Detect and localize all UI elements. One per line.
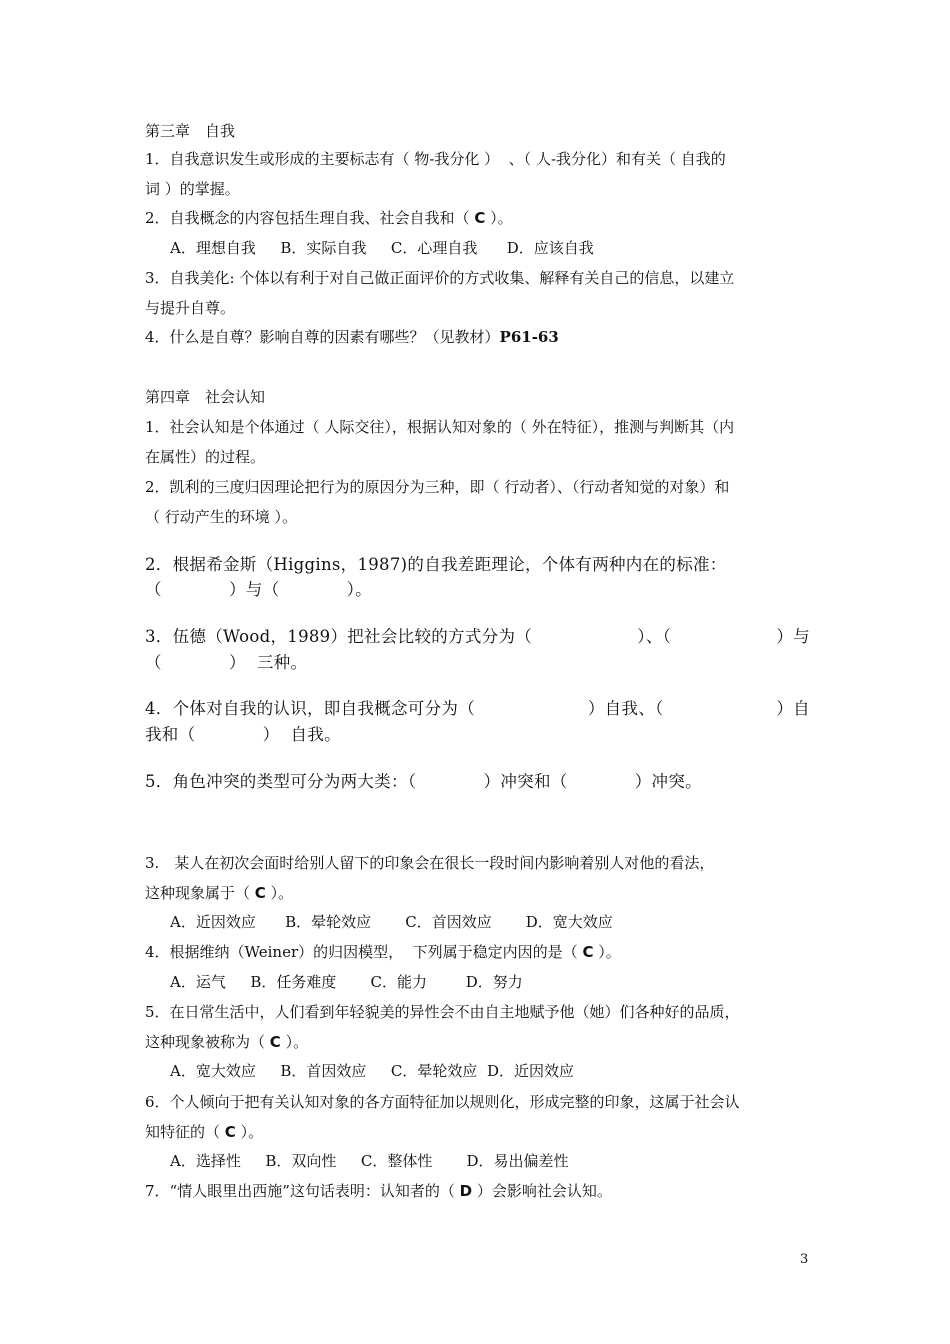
mc-q6-text: 知特征的（ xyxy=(145,1123,225,1141)
mc-q5-answer: C xyxy=(269,1033,281,1051)
ch3-q2-options: A．理想自我 B．实际自我 C．心理自我 D．应该自我 xyxy=(170,239,594,257)
ch3-q3-line2: 与提升自尊。 xyxy=(145,299,236,317)
mc-q3-line2 xyxy=(145,883,810,903)
chapter3-title: 第三章 自我 xyxy=(145,122,236,140)
mc-q5-close: ）。 xyxy=(280,1033,309,1051)
ch3-q1-line1: 1．自我意识发生或形成的主要标志有（ 物-我分化 ） 、（ 人-我分化）和有关（ 自我的 xyxy=(145,150,726,168)
mc-q7 xyxy=(145,1181,810,1201)
q2-text: 2．自我概念的内容包括生理自我、社会自我和（ xyxy=(145,209,475,227)
mc-q4-options: A．运气 B．任务难度 C．能力 D．努力 xyxy=(170,973,523,991)
mc-q5-options: A．宽大效应 B．首因效应 C．晕轮效应 D．近因效应 xyxy=(170,1062,574,1080)
ch4-q2-line1: 2．凯利的三度归因理论把行为的原因分为三种，即（ 行动者）、（行动者知觉的对象）和 xyxy=(145,478,730,496)
fill-q3-line2: （ ） 三种。 xyxy=(145,653,308,672)
mc-q4-answer: C xyxy=(582,943,594,961)
mc-q7-answer: D xyxy=(459,1182,473,1200)
mc-q3-line1: 3. 某人在初次会面时给别人留下的印象会在很长一段时间内影响着别人对他的看法， xyxy=(145,854,715,872)
ch3-q3-line1: 3．自我美化: 个体以有利于对自己做正面评价的方式收集、解释有关自己的信息，以建立 xyxy=(145,269,735,287)
mc-q5-line1: 5．在日常生活中，人们看到年轻貌美的异性会不由自主地赋予他（她）们各种好的品质， xyxy=(145,1003,740,1021)
mc-q4-close: ）。 xyxy=(593,943,621,961)
fill-q3-line1 xyxy=(145,627,810,647)
mc-q7-text: 7．“情人眼里出西施”这句话表明：认知者的（ xyxy=(145,1182,460,1200)
mc-q6-answer: C xyxy=(224,1123,236,1141)
mc-q6-line2 xyxy=(145,1122,810,1142)
fill-q2-line1: 2．根据希金斯（Higgins，1987)的自我差距理论，个体有两种内在的标准： xyxy=(145,555,727,574)
fill-q5: 5．角色冲突的类型可分为两大类：（ ）冲突和（ ）冲突。 xyxy=(145,772,702,791)
ch3-q2 xyxy=(145,208,810,228)
fill-q4-part1: 4．个体对自我的认识，即自我概念可分为（ xyxy=(145,699,475,718)
mc-q4 xyxy=(145,942,810,962)
mc-q7-close: ）会影响社会认知。 xyxy=(472,1182,612,1200)
mc-q5-line2 xyxy=(145,1032,810,1052)
chapter4-title: 第四章 社会认知 xyxy=(145,388,266,406)
q4-text: 4．什么是自尊？影响自尊的因素有哪些？（见教材） xyxy=(145,328,500,346)
fill-q3-part2: ）、（ xyxy=(637,627,672,646)
ch4-q1-line2: 在属性）的过程。 xyxy=(145,448,266,466)
mc-q3-close: ）。 xyxy=(265,884,294,902)
mc-q4-text: 4．根据维纳（Weiner）的归因模型， 下列属于稳定内因的是（ xyxy=(145,943,583,961)
mc-q5-text: 这种现象被称为（ xyxy=(145,1033,270,1051)
ch3-q4 xyxy=(145,327,810,347)
fill-q4-line1 xyxy=(145,699,810,719)
page-number: 3 xyxy=(800,1252,809,1267)
fill-q3-part1: 3．伍德（Wood，1989）把社会比较的方式分为（ xyxy=(145,627,533,646)
mc-q3-text: 这种现象属于（ xyxy=(145,884,255,902)
q2-answer: C xyxy=(474,209,486,227)
ch4-q2-line2: （ 行动产生的环境 ）。 xyxy=(145,508,298,526)
mc-q3-options: A．近因效应 B．晕轮效应 C．首因效应 D．宽大效应 xyxy=(170,913,613,931)
fill-q4-line2: 我和（ ） 自我。 xyxy=(145,725,341,744)
fill-q2-line2: （ ）与（ ）。 xyxy=(145,580,372,599)
mc-q3-answer: C xyxy=(254,884,266,902)
mc-q6-line1: 6．个人倾向于把有关认知对象的各方面特征加以规则化，形成完整的印象，这属于社会认 xyxy=(145,1093,740,1111)
q2-close: ）。 xyxy=(485,209,513,227)
q4-page-ref: P61-63 xyxy=(499,328,559,346)
fill-q4-part3: ）自 xyxy=(776,699,810,718)
fill-q3-part3: ）与 xyxy=(776,627,810,646)
ch4-q1-line1: 1．社会认知是个体通过（ 人际交往），根据认知对象的（ 外在特征），推测与判断其（内 xyxy=(145,418,735,436)
fill-q4-part2: ）自我、（ xyxy=(587,699,664,718)
ch3-q1-line2: 词 ）的掌握。 xyxy=(145,180,240,198)
mc-q6-close: ）。 xyxy=(235,1123,264,1141)
mc-q6-options: A．选择性 B．双向性 C．整体性 D．易出偏差性 xyxy=(170,1152,569,1170)
